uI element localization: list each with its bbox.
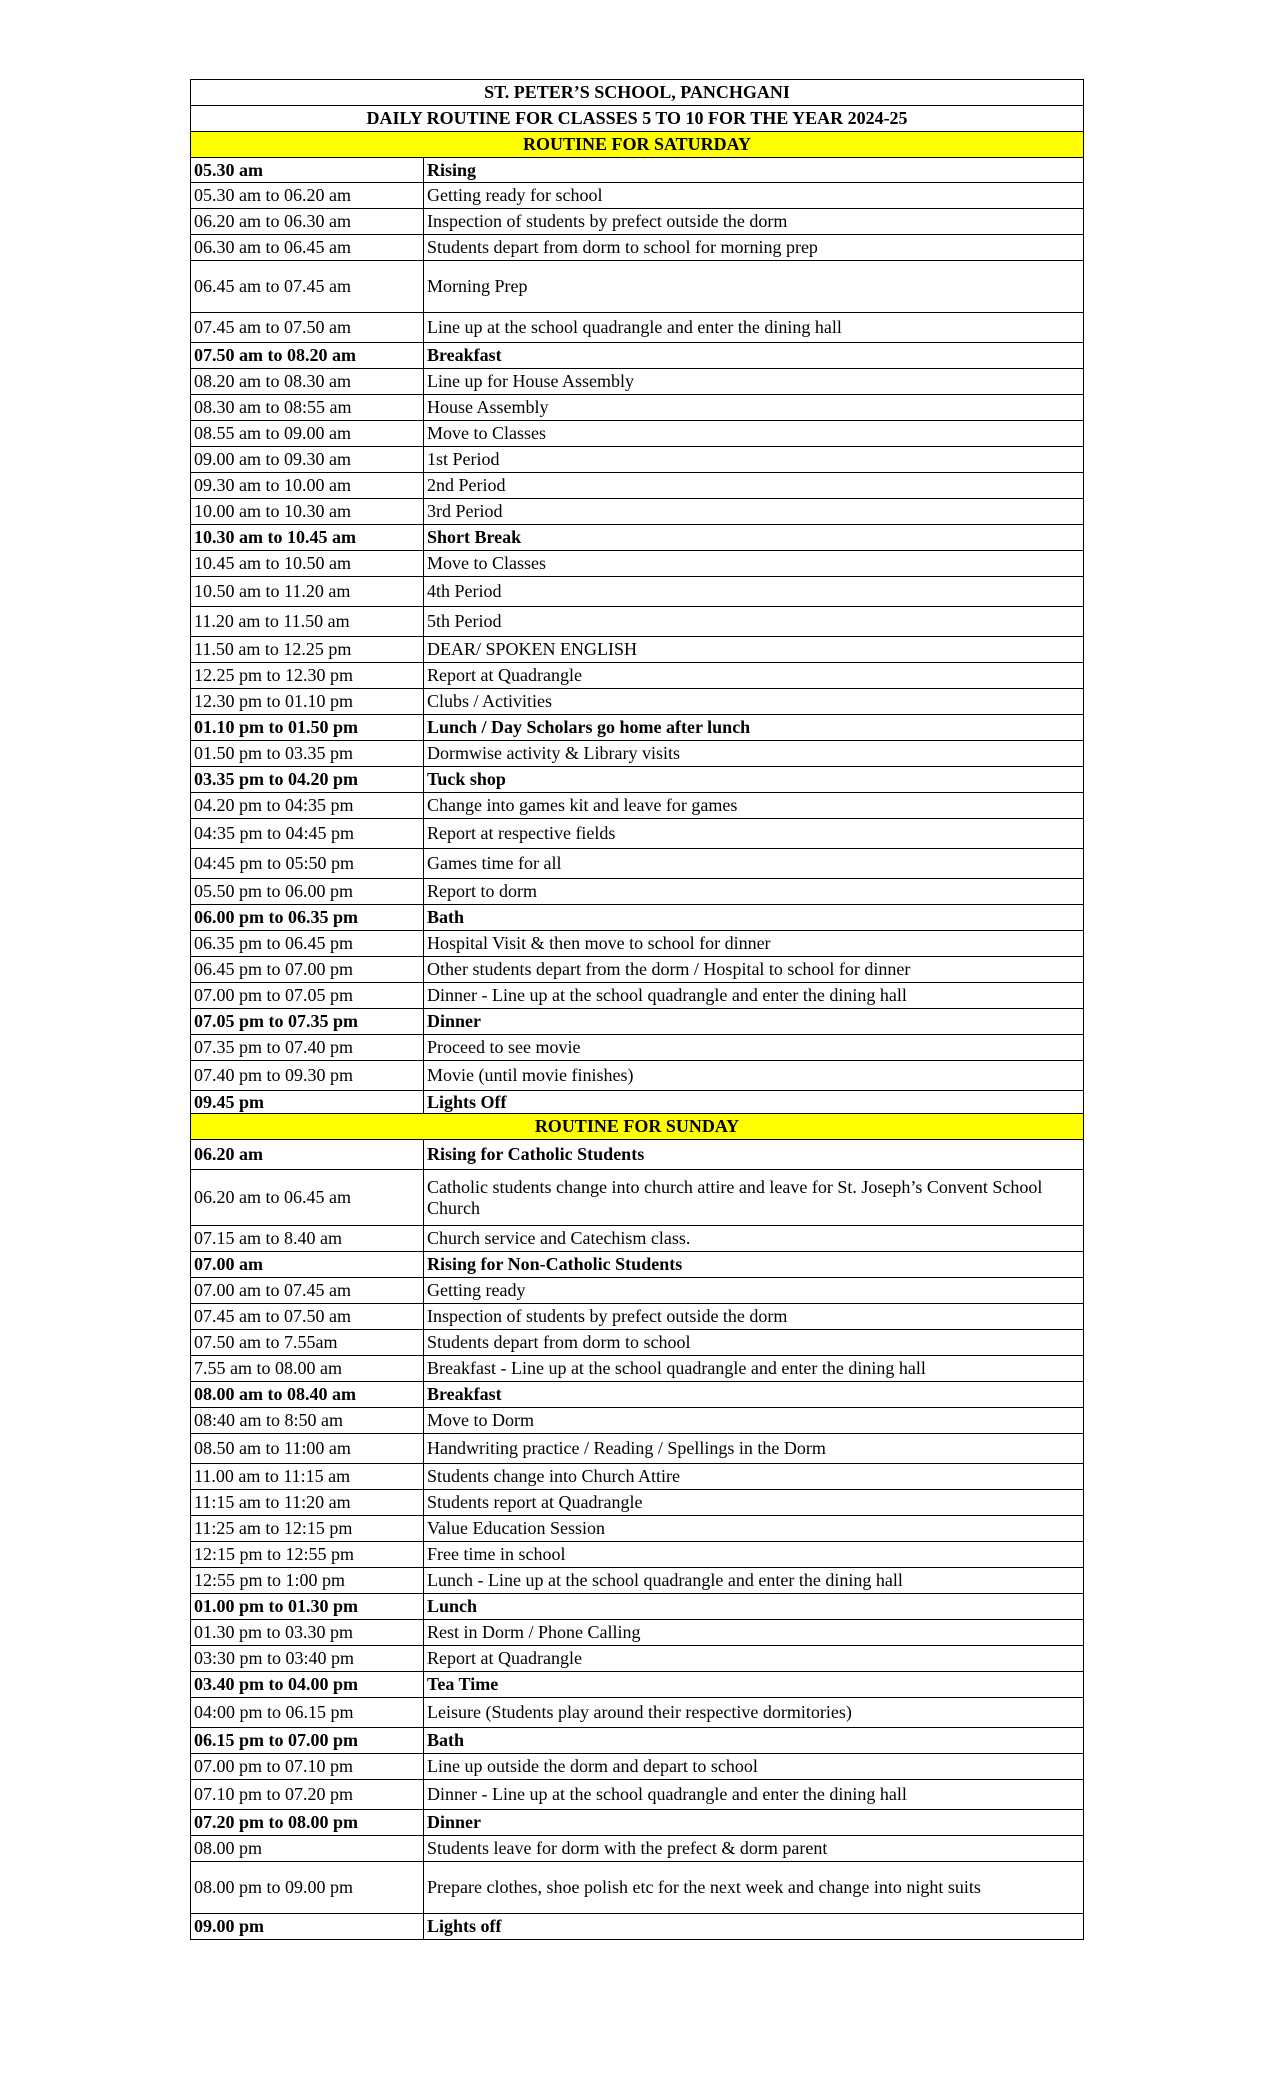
- activity-cell: Other students depart from the dorm / Hospital to school for dinner: [424, 957, 1084, 983]
- schedule-row: [191, 1408, 1084, 1434]
- routine-table: [190, 79, 1084, 1940]
- schedule-row: [191, 957, 1084, 983]
- activity-cell: Line up for House Assembly: [424, 369, 1084, 395]
- schedule-row: [191, 1754, 1084, 1780]
- time-cell: 09.45 pm: [191, 1091, 424, 1114]
- schedule-row: [191, 1061, 1084, 1091]
- activity-cell: Inspection of students by prefect outside the dorm: [424, 209, 1084, 235]
- activity-cell: Move to Classes: [424, 421, 1084, 447]
- time-cell: 7.55 am to 08.00 am: [191, 1356, 424, 1382]
- activity-cell: Handwriting practice / Reading / Spellings in the Dorm: [424, 1434, 1084, 1464]
- time-cell: 10.00 am to 10.30 am: [191, 499, 424, 525]
- schedule-row: [191, 983, 1084, 1009]
- activity-cell: 3rd Period: [424, 499, 1084, 525]
- schedule-row: [191, 209, 1084, 235]
- activity-cell: Games time for all: [424, 849, 1084, 879]
- time-cell: 06.20 am to 06.30 am: [191, 209, 424, 235]
- schedule-row: [191, 1304, 1084, 1330]
- schedule-row: [191, 879, 1084, 905]
- time-cell: 10.30 am to 10.45 am: [191, 525, 424, 551]
- schedule-row: [191, 1330, 1084, 1356]
- schedule-row: [191, 849, 1084, 879]
- time-cell: 11.00 am to 11:15 am: [191, 1464, 424, 1490]
- time-cell: 07.00 am: [191, 1252, 424, 1278]
- time-cell: 07.00 am to 07.45 am: [191, 1278, 424, 1304]
- activity-cell: Lights Off: [424, 1091, 1084, 1114]
- activity-cell: Tuck shop: [424, 767, 1084, 793]
- time-cell: 11:25 am to 12:15 pm: [191, 1516, 424, 1542]
- time-cell: 06.20 am to 06.45 am: [191, 1170, 424, 1226]
- time-cell: 06.45 am to 07.45 am: [191, 261, 424, 313]
- activity-cell: Inspection of students by prefect outside the dorm: [424, 1304, 1084, 1330]
- activity-cell: Bath: [424, 1728, 1084, 1754]
- activity-cell: Move to Classes: [424, 551, 1084, 577]
- time-cell: 07.50 am to 08.20 am: [191, 343, 424, 369]
- time-cell: 12.25 pm to 12.30 pm: [191, 663, 424, 689]
- time-cell: 03.40 pm to 04.00 pm: [191, 1672, 424, 1698]
- schedule-row: [191, 1091, 1084, 1114]
- activity-cell: 2nd Period: [424, 473, 1084, 499]
- schedule-row: [191, 1646, 1084, 1672]
- activity-cell: Students depart from dorm to school: [424, 1330, 1084, 1356]
- activity-cell: Dinner - Line up at the school quadrangle and enter the dining hall: [424, 983, 1084, 1009]
- activity-cell: Lights off: [424, 1914, 1084, 1940]
- schedule-row: [191, 607, 1084, 637]
- schedule-row: [191, 473, 1084, 499]
- schedule-row: [191, 1862, 1084, 1914]
- time-cell: 08.50 am to 11:00 am: [191, 1434, 424, 1464]
- time-cell: 05.50 pm to 06.00 pm: [191, 879, 424, 905]
- schedule-row: [191, 577, 1084, 607]
- time-cell: 12:55 pm to 1:00 pm: [191, 1568, 424, 1594]
- time-cell: 06.20 am: [191, 1140, 424, 1170]
- time-cell: 03:30 pm to 03:40 pm: [191, 1646, 424, 1672]
- schedule-row: [191, 158, 1084, 183]
- activity-cell: Students change into Church Attire: [424, 1464, 1084, 1490]
- schedule-row: [191, 931, 1084, 957]
- activity-cell: Move to Dorm: [424, 1408, 1084, 1434]
- activity-cell: Church service and Catechism class.: [424, 1226, 1084, 1252]
- schedule-row: [191, 1356, 1084, 1382]
- activity-cell: Tea Time: [424, 1672, 1084, 1698]
- time-cell: 07.20 pm to 08.00 pm: [191, 1810, 424, 1836]
- activity-cell: Report at respective fields: [424, 819, 1084, 849]
- school-name: ST. PETER’S SCHOOL, PANCHGANI: [191, 80, 1084, 106]
- schedule-row: [191, 1780, 1084, 1810]
- section-header-row: [191, 132, 1084, 158]
- schedule-row: [191, 1434, 1084, 1464]
- schedule-row: [191, 183, 1084, 209]
- schedule-row: [191, 525, 1084, 551]
- time-cell: 07.00 pm to 07.05 pm: [191, 983, 424, 1009]
- activity-cell: Clubs / Activities: [424, 689, 1084, 715]
- schedule-row: [191, 1009, 1084, 1035]
- activity-cell: DEAR/ SPOKEN ENGLISH: [424, 637, 1084, 663]
- time-cell: 08.20 am to 08.30 am: [191, 369, 424, 395]
- schedule-row: [191, 1810, 1084, 1836]
- activity-cell: 1st Period: [424, 447, 1084, 473]
- time-cell: 11:15 am to 11:20 am: [191, 1490, 424, 1516]
- schedule-row: [191, 1252, 1084, 1278]
- activity-cell: Dinner: [424, 1009, 1084, 1035]
- activity-cell: Hospital Visit & then move to school for dinner: [424, 931, 1084, 957]
- time-cell: 06.35 pm to 06.45 pm: [191, 931, 424, 957]
- activity-cell: Report at Quadrangle: [424, 663, 1084, 689]
- schedule-row: [191, 369, 1084, 395]
- activity-cell: Short Break: [424, 525, 1084, 551]
- activity-cell: Report to dorm: [424, 879, 1084, 905]
- activity-cell: Rising for Non-Catholic Students: [424, 1252, 1084, 1278]
- time-cell: 09.30 am to 10.00 am: [191, 473, 424, 499]
- time-cell: 05.30 am to 06.20 am: [191, 183, 424, 209]
- schedule-row: [191, 1278, 1084, 1304]
- school-name-row: [191, 80, 1084, 106]
- schedule-row: [191, 1594, 1084, 1620]
- time-cell: 01.10 pm to 01.50 pm: [191, 715, 424, 741]
- time-cell: 12.30 pm to 01.10 pm: [191, 689, 424, 715]
- time-cell: 07.40 pm to 09.30 pm: [191, 1061, 424, 1091]
- activity-cell: Breakfast - Line up at the school quadrangle and enter the dining hall: [424, 1356, 1084, 1382]
- section-header-row: [191, 1114, 1084, 1140]
- time-cell: 11.50 am to 12.25 pm: [191, 637, 424, 663]
- document-title-row: [191, 106, 1084, 132]
- activity-cell: House Assembly: [424, 395, 1084, 421]
- activity-cell: Dinner - Line up at the school quadrangle and enter the dining hall: [424, 1780, 1084, 1810]
- activity-cell: Free time in school: [424, 1542, 1084, 1568]
- time-cell: 07.50 am to 7.55am: [191, 1330, 424, 1356]
- activity-cell: Students depart from dorm to school for morning prep: [424, 235, 1084, 261]
- time-cell: 04.20 pm to 04:35 pm: [191, 793, 424, 819]
- schedule-row: [191, 313, 1084, 343]
- schedule-row: [191, 1516, 1084, 1542]
- schedule-row: [191, 1170, 1084, 1226]
- activity-cell: Report at Quadrangle: [424, 1646, 1084, 1672]
- schedule-row: [191, 1490, 1084, 1516]
- schedule-row: [191, 905, 1084, 931]
- time-cell: 08.00 am to 08.40 am: [191, 1382, 424, 1408]
- time-cell: 06.15 pm to 07.00 pm: [191, 1728, 424, 1754]
- time-cell: 06.45 pm to 07.00 pm: [191, 957, 424, 983]
- schedule-row: [191, 689, 1084, 715]
- activity-cell: Lunch / Day Scholars go home after lunch: [424, 715, 1084, 741]
- schedule-row: [191, 1620, 1084, 1646]
- activity-cell: 5th Period: [424, 607, 1084, 637]
- schedule-row: [191, 819, 1084, 849]
- schedule-row: [191, 499, 1084, 525]
- time-cell: 07.05 pm to 07.35 pm: [191, 1009, 424, 1035]
- time-cell: 09.00 am to 09.30 am: [191, 447, 424, 473]
- schedule-row: [191, 1836, 1084, 1862]
- activity-cell: Leisure (Students play around their respective dormitories): [424, 1698, 1084, 1728]
- schedule-row: [191, 1226, 1084, 1252]
- time-cell: 03.35 pm to 04.20 pm: [191, 767, 424, 793]
- time-cell: 10.45 am to 10.50 am: [191, 551, 424, 577]
- activity-cell: Value Education Session: [424, 1516, 1084, 1542]
- activity-cell: Students leave for dorm with the prefect & dorm parent: [424, 1836, 1084, 1862]
- section-title: ROUTINE FOR SUNDAY: [191, 1114, 1084, 1140]
- schedule-row: [191, 395, 1084, 421]
- activity-cell: Dinner: [424, 1810, 1084, 1836]
- activity-cell: Line up at the school quadrangle and enter the dining hall: [424, 313, 1084, 343]
- section-title: ROUTINE FOR SATURDAY: [191, 132, 1084, 158]
- schedule-row: [191, 1698, 1084, 1728]
- activity-cell: Breakfast: [424, 1382, 1084, 1408]
- activity-cell: Lunch - Line up at the school quadrangle and enter the dining hall: [424, 1568, 1084, 1594]
- schedule-row: [191, 421, 1084, 447]
- time-cell: 09.00 pm: [191, 1914, 424, 1940]
- time-cell: 04:00 pm to 06.15 pm: [191, 1698, 424, 1728]
- time-cell: 06.30 am to 06.45 am: [191, 235, 424, 261]
- activity-cell: Proceed to see movie: [424, 1035, 1084, 1061]
- time-cell: 07.45 am to 07.50 am: [191, 1304, 424, 1330]
- schedule-row: [191, 1728, 1084, 1754]
- schedule-row: [191, 767, 1084, 793]
- time-cell: 11.20 am to 11.50 am: [191, 607, 424, 637]
- activity-cell: Rest in Dorm / Phone Calling: [424, 1620, 1084, 1646]
- schedule-row: [191, 637, 1084, 663]
- time-cell: 08.55 am to 09.00 am: [191, 421, 424, 447]
- time-cell: 06.00 pm to 06.35 pm: [191, 905, 424, 931]
- time-cell: 05.30 am: [191, 158, 424, 183]
- activity-cell: Dormwise activity & Library visits: [424, 741, 1084, 767]
- schedule-row: [191, 1382, 1084, 1408]
- time-cell: 07.00 pm to 07.10 pm: [191, 1754, 424, 1780]
- activity-cell: Students report at Quadrangle: [424, 1490, 1084, 1516]
- schedule-row: [191, 793, 1084, 819]
- activity-cell: Morning Prep: [424, 261, 1084, 313]
- schedule-row: [191, 663, 1084, 689]
- schedule-row: [191, 1464, 1084, 1490]
- time-cell: 07.10 pm to 07.20 pm: [191, 1780, 424, 1810]
- time-cell: 07.35 pm to 07.40 pm: [191, 1035, 424, 1061]
- time-cell: 01.50 pm to 03.35 pm: [191, 741, 424, 767]
- activity-cell: Getting ready: [424, 1278, 1084, 1304]
- activity-cell: Rising for Catholic Students: [424, 1140, 1084, 1170]
- activity-cell: Movie (until movie finishes): [424, 1061, 1084, 1091]
- time-cell: 01.00 pm to 01.30 pm: [191, 1594, 424, 1620]
- activity-cell: Rising: [424, 158, 1084, 183]
- schedule-row: [191, 261, 1084, 313]
- schedule-row: [191, 1568, 1084, 1594]
- schedule-row: [191, 1035, 1084, 1061]
- time-cell: 12:15 pm to 12:55 pm: [191, 1542, 424, 1568]
- time-cell: 10.50 am to 11.20 am: [191, 577, 424, 607]
- time-cell: 07.45 am to 07.50 am: [191, 313, 424, 343]
- time-cell: 04:35 pm to 04:45 pm: [191, 819, 424, 849]
- time-cell: 08.00 pm to 09.00 pm: [191, 1862, 424, 1914]
- activity-cell: Catholic students change into church attire and leave for St. Joseph’s Convent School Church: [424, 1170, 1084, 1226]
- activity-cell: Prepare clothes, shoe polish etc for the next week and change into night suits: [424, 1862, 1084, 1914]
- schedule-row: [191, 1140, 1084, 1170]
- activity-cell: 4th Period: [424, 577, 1084, 607]
- schedule-row: [191, 1672, 1084, 1698]
- time-cell: 08.00 pm: [191, 1836, 424, 1862]
- schedule-row: [191, 343, 1084, 369]
- activity-cell: Change into games kit and leave for games: [424, 793, 1084, 819]
- time-cell: 07.15 am to 8.40 am: [191, 1226, 424, 1252]
- activity-cell: Lunch: [424, 1594, 1084, 1620]
- schedule-row: [191, 741, 1084, 767]
- time-cell: 08:40 am to 8:50 am: [191, 1408, 424, 1434]
- schedule-row: [191, 715, 1084, 741]
- schedule-row: [191, 1914, 1084, 1940]
- schedule-row: [191, 447, 1084, 473]
- time-cell: 04:45 pm to 05:50 pm: [191, 849, 424, 879]
- activity-cell: Getting ready for school: [424, 183, 1084, 209]
- activity-cell: Line up outside the dorm and depart to school: [424, 1754, 1084, 1780]
- time-cell: 01.30 pm to 03.30 pm: [191, 1620, 424, 1646]
- schedule-row: [191, 235, 1084, 261]
- time-cell: 08.30 am to 08:55 am: [191, 395, 424, 421]
- schedule-row: [191, 551, 1084, 577]
- document-title: DAILY ROUTINE FOR CLASSES 5 TO 10 FOR THE YEAR 2024-25: [191, 106, 1084, 132]
- schedule-row: [191, 1542, 1084, 1568]
- activity-cell: Bath: [424, 905, 1084, 931]
- activity-cell: Breakfast: [424, 343, 1084, 369]
